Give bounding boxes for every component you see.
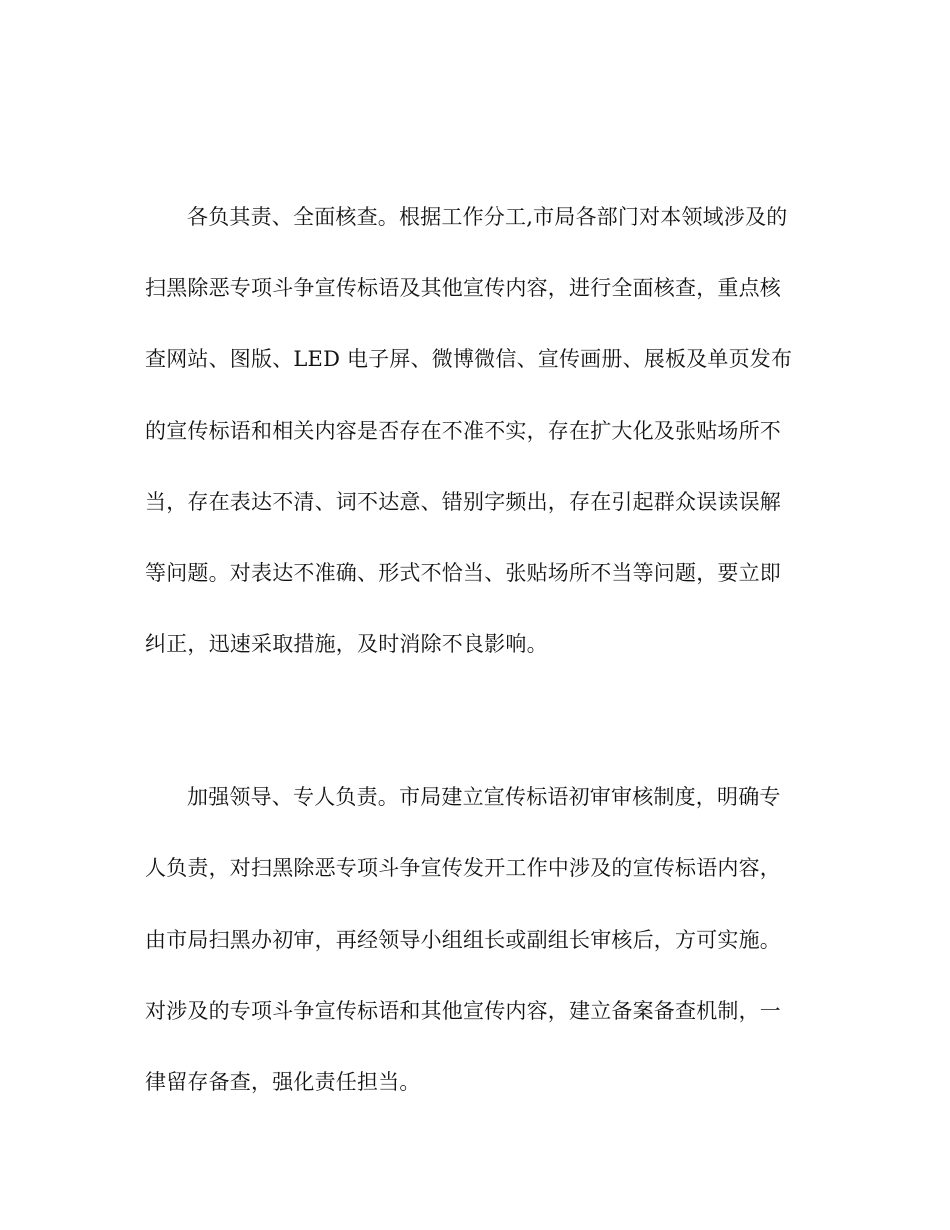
paragraph-line: 扫黑除恶专项斗争宣传标语及其他宣传内容，进行全面核查，重点核 <box>145 276 781 300</box>
paragraph-line: 纠正，迅速采取措施，及时消除不良影响。 <box>145 632 548 656</box>
paragraph-line: 加强领导、专人负责。市局建立宣传标语初审审核制度，明确专 <box>187 785 781 809</box>
paragraph-line: 的宣传标语和相关内容是否存在不准不实，存在扩大化及张贴场所不 <box>145 419 781 443</box>
paragraph-line: 查网站、图版、LED 电子屏、微博微信、宣传画册、展板及单页发布 <box>145 347 793 371</box>
paragraph-line: 人负责，对扫黑除恶专项斗争宣传发开工作中涉及的宣传标语内容， <box>145 856 781 880</box>
paragraph-line: 律留存备查，强化责任担当。 <box>145 1070 421 1094</box>
paragraph-line: 等问题。对表达不准确、形式不恰当、张贴场所不当等问题，要立即 <box>145 561 781 585</box>
paragraph-line: 对涉及的专项斗争宣传标语和其他宣传内容，建立备案备查机制，一 <box>145 999 781 1023</box>
paragraph-line: 由市局扫黑办初审，再经领导小组组长或副组长审核后，方可实施。 <box>145 928 781 952</box>
paragraph-line: 各负其责、全面核查。根据工作分工,市局各部门对本领域涉及的 <box>187 205 788 229</box>
paragraph-line: 当，存在表达不清、词不达意、错别字频出，存在引起群众误读误解 <box>145 490 781 514</box>
